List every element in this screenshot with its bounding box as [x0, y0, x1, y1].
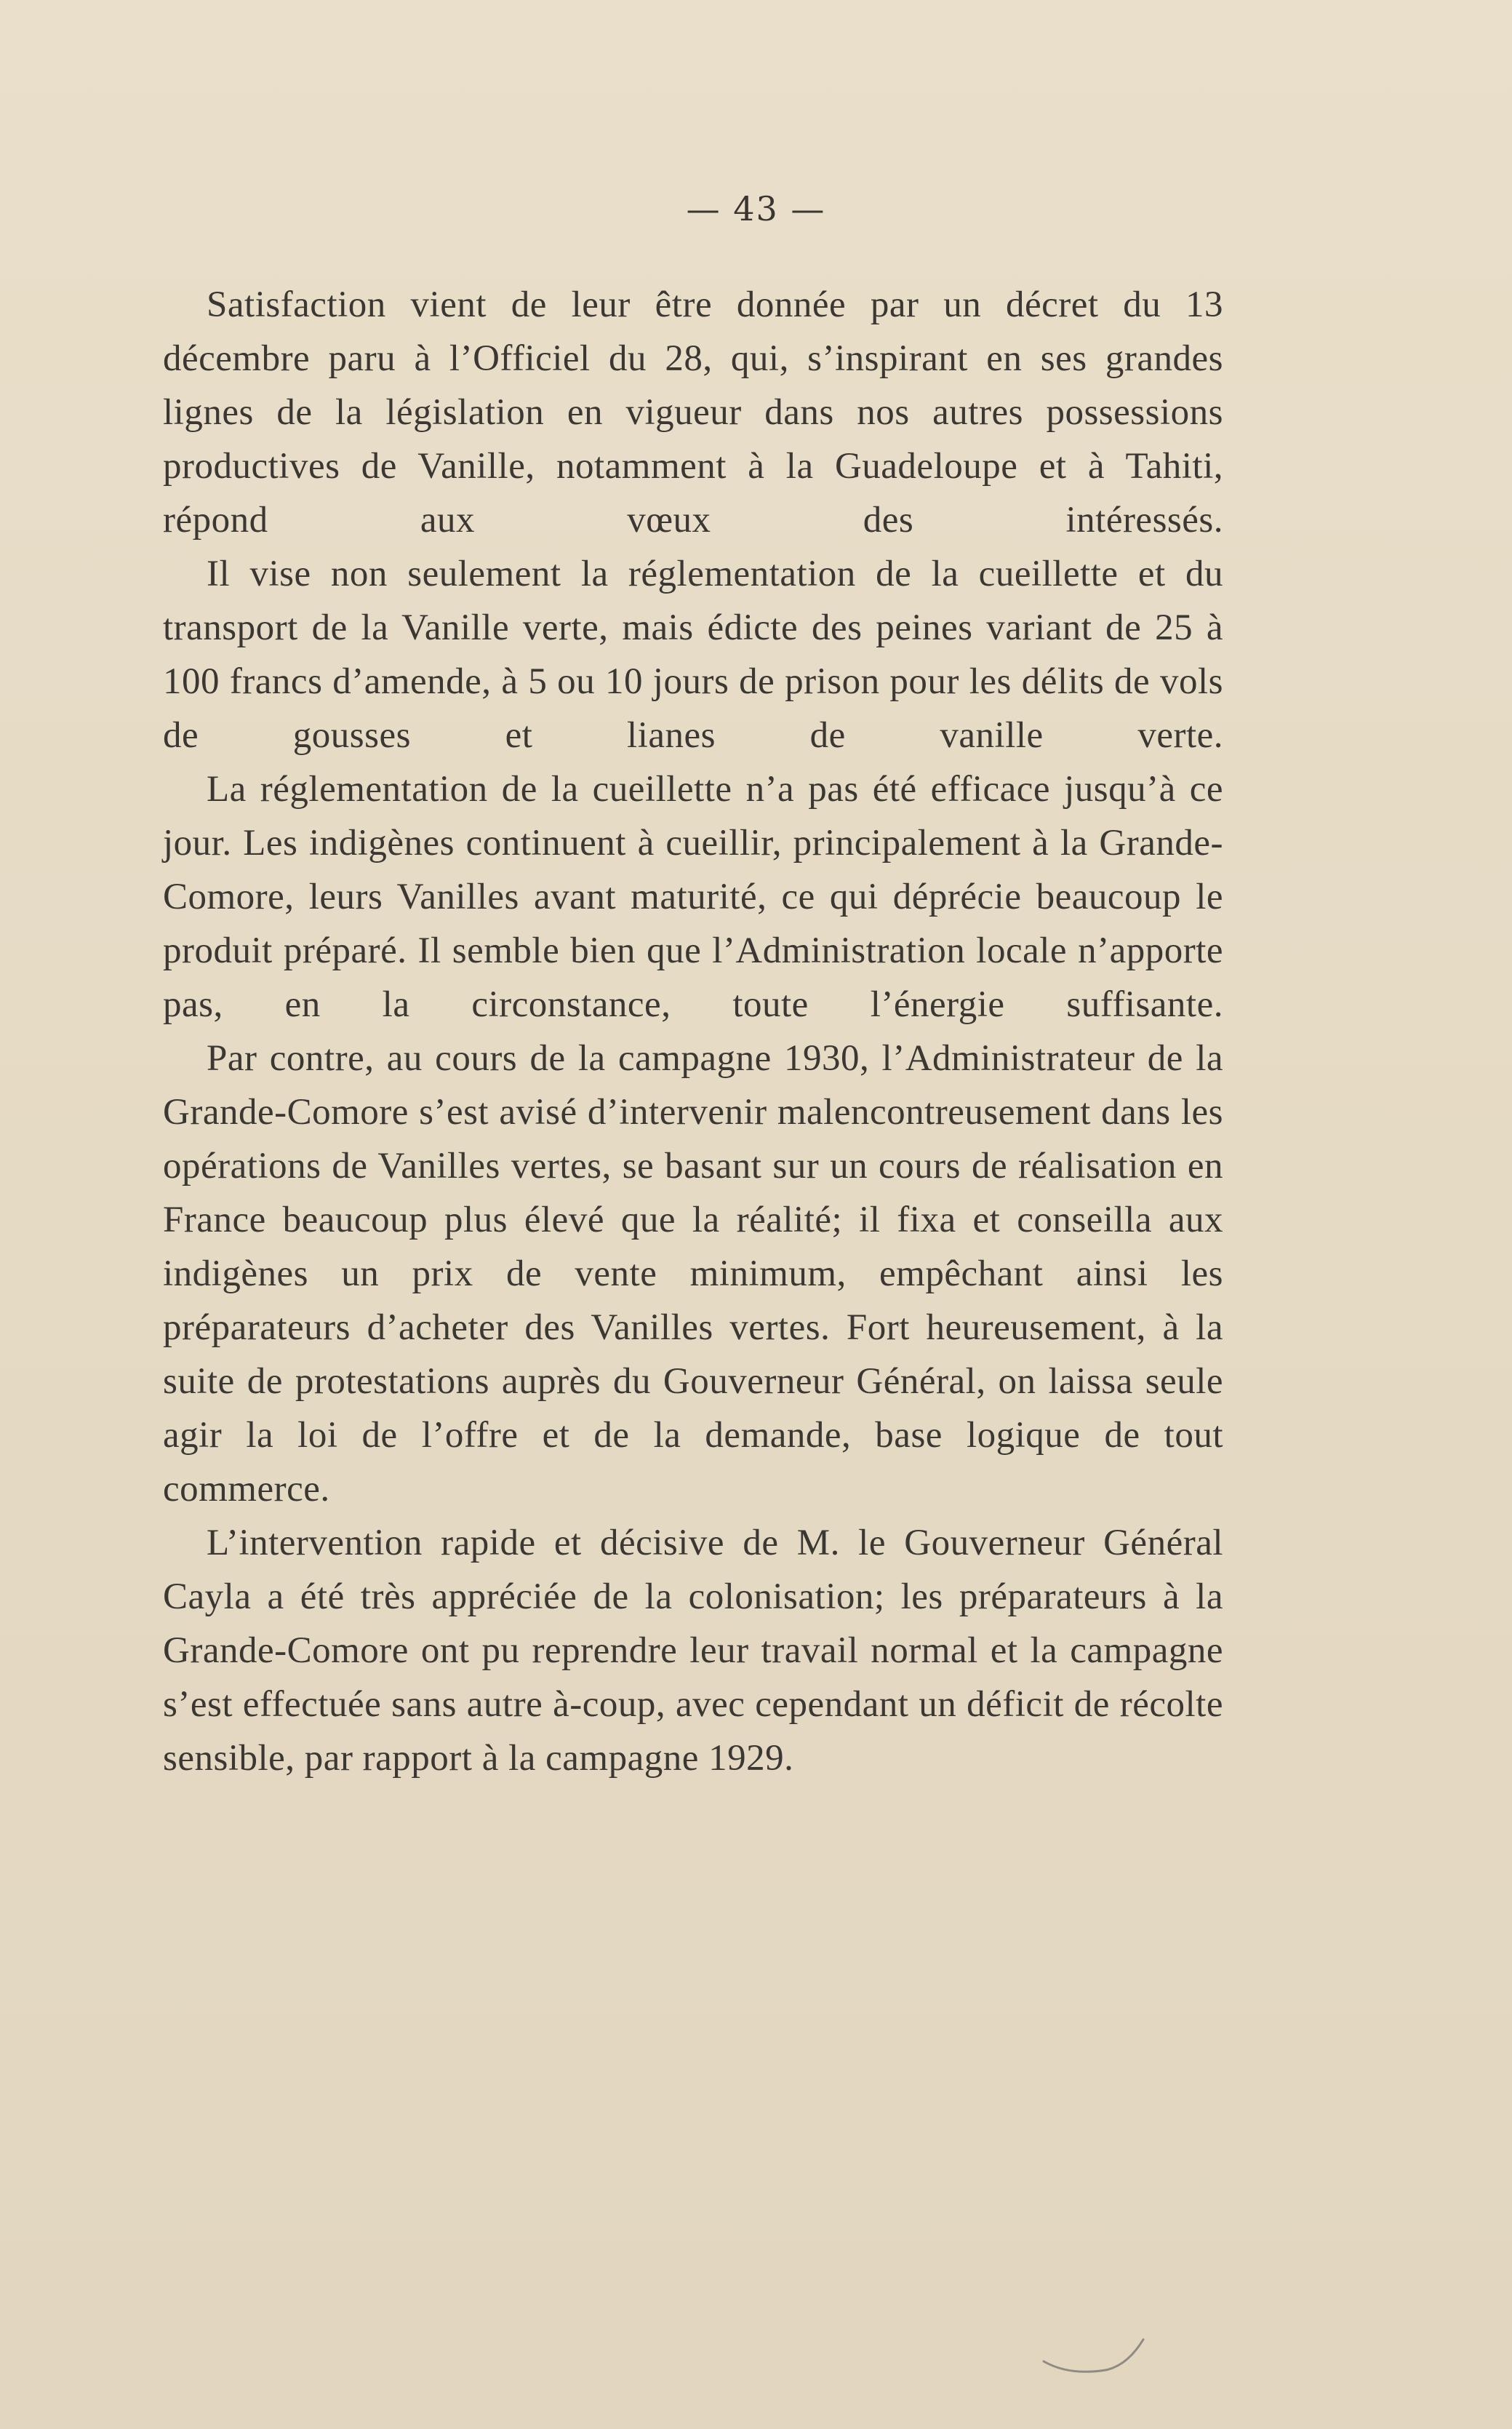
paragraph-5: L’intervention rapide et décisive de M. le Gouverneur Général Cayla a été très appréciée de la colonisation; les préparateurs à la Grande-Comore ont pu reprendre leur travail normal et la campagne s’est effectuée sans autre à-coup, avec cependant un déficit de récolte sensible, par rapport à la campagne 1929.: [163, 1523, 1223, 1779]
pencil-mark-icon: [1040, 2334, 1149, 2377]
paragraph-3: La réglementation de la cueillette n’a pas été efficace jusqu’à ce jour. Les indigènes continuent à cueillir, principalement à la Grande-Comore, leurs Vanilles avant maturité, ce qui déprécie beaucoup le produit préparé. Il semble bien que l’Administration locale n’apporte pas, en la circonstance, toute l’énergie suffisante.: [163, 769, 1223, 1025]
paragraph-4: Par contre, au cours de la campagne 1930, l’Administrateur de la Grande-Comore s’est avisé d’intervenir malencontreusement dans les opérations de Vanilles vertes, se basant sur un cours de réalisation en France beaucoup plus élevé que la réalité; il fixa et conseilla aux indigènes un prix de vente minimum, empêchant ainsi les préparateurs d’acheter des Vanilles vertes. Fort heureusement, à la suite de protestations auprès du Gouverneur Général, on laissa seule agir la loi de l’offre et de la demande, base logique de tout commerce.: [163, 1038, 1223, 1509]
body-text: [163, 278, 1223, 1785]
paragraph-2: Il vise non seulement la réglementation de la cueillette et du transport de la Vanille verte, mais édicte des peines variant de 25 à 100 francs d’amende, à 5 ou 10 jours de prison pour les délits de vols de gousses et lianes de vanille verte.: [163, 554, 1223, 756]
page-number: — 43 —: [686, 189, 826, 228]
paragraph-1: Satisfaction vient de leur être donnée par un décret du 13 décembre paru à l’Officiel du 28, qui, s’inspirant en ses grandes lignes de la législation en vigueur dans nos autres possessions productives de Vanille, notamment à la Guadeloupe et à Tahiti, répond aux vœux des intéressés.: [163, 284, 1223, 541]
